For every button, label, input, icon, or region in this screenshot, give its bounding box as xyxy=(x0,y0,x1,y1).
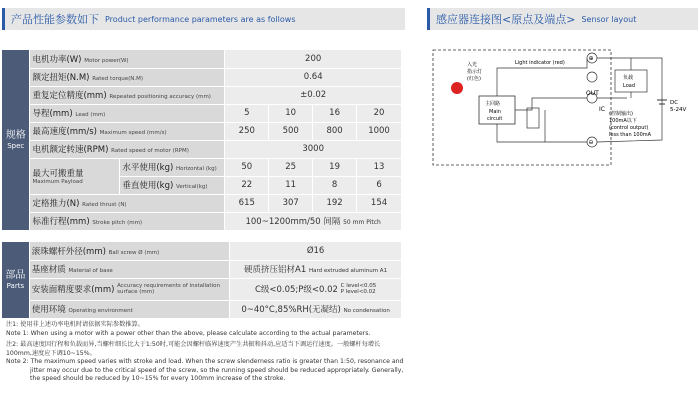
right-header-title-en: Sensor layout xyxy=(581,14,637,24)
table-row: 最高速度(mm/s) Maximum speed (mm/s) 250 500 800 1000 xyxy=(2,122,402,140)
minus-terminal-icon: ⊖ xyxy=(588,139,594,146)
svg-text:DC: DC xyxy=(670,100,679,106)
table-row: 使用环境 Operating environment 0~40°C,85%RH(无凝结) No condensation xyxy=(2,300,402,318)
svg-text:负载: 负载 xyxy=(623,75,634,81)
light-indicator-label: Light indicator (red) xyxy=(515,60,565,66)
sensor-wiring-diagram xyxy=(427,30,698,180)
svg-text:(红色): (红色) xyxy=(467,76,481,82)
svg-text:主回路: 主回路 xyxy=(485,101,501,107)
right-section-header xyxy=(427,8,698,30)
svg-text:(control output): (control output) xyxy=(609,125,649,131)
table-row: 基座材质 Material of base 硬质挤压铝材A1 Hard extruded aluminum A1 xyxy=(2,260,402,278)
plus-terminal-icon: ⊕ xyxy=(588,55,594,62)
ic-label: IC xyxy=(599,106,605,113)
spec-side-label: 规格 Spec xyxy=(2,50,30,230)
svg-text:指示灯: 指示灯 xyxy=(467,69,483,75)
svg-text:100mA以下: 100mA以下 xyxy=(609,118,637,124)
svg-text:(控制输出): (控制输出) xyxy=(609,111,633,117)
table-row: 规格 Spec 电机功率(W) Motor power(W) 200 xyxy=(2,50,402,68)
svg-text:入光: 入光 xyxy=(467,62,478,68)
table-row: 导程(mm) Lead (mm) 5 10 16 20 xyxy=(2,104,402,122)
parts-side-label: 部品 Parts xyxy=(2,242,29,318)
left-section-header xyxy=(2,8,405,30)
table-row: 最大可搬重量 Maximum Payload 水平使用(kg) Horizontal (kg) 50 25 19 13 xyxy=(2,158,402,176)
footnotes: 注1: 使用非上述功率电机时请依据实际参数推算。 Note 1: When using a motor with a power other than the above, please calculate according to the actual parameters. 注2: 最高速度因行程和负载而异,当螺杆细长比大于1:50时,可能会因螺杆临界速度产生共振和抖动,应适当下调运行速度。一般螺杆每增长100mm,速度应下调10~15%。 Note 2: The maximum speed varies with stroke and load. When the screw slenderness ratio is greater than 1:50, resonance and jitter may occur due to the critical speed of the screw, so the running speed should be reduced appropriately. Generally, the speed should be reduced by 10~15% for every 100mm increase of the stroke. xyxy=(6,321,404,382)
table-row: 额定扭矩(N.M) Rated torque(N.M) 0.64 xyxy=(2,68,402,86)
svg-text:Load: Load xyxy=(623,83,635,89)
parts-table xyxy=(2,242,402,319)
right-header-title: 感应器连接图<原点及端点> xyxy=(436,13,576,26)
svg-text:5-24V: 5-24V xyxy=(670,107,687,113)
table-row: 垂直使用(kg) Vertical(kg) 22 11 8 6 xyxy=(2,176,402,194)
left-header-title: 产品性能参数如下 xyxy=(11,13,99,26)
out-label: OUT xyxy=(586,90,599,97)
spec-table xyxy=(2,50,402,231)
svg-text:less than 100mA: less than 100mA xyxy=(609,132,652,138)
svg-text:Main: Main xyxy=(489,109,501,115)
table-row: 标准行程(mm) Stroke pitch (mm) 100~1200mm/50 间隔 50 mm Pitch xyxy=(2,212,402,230)
table-row: 定格推力(N) Rated thrust (N) 615 307 192 154 xyxy=(2,194,402,212)
table-row: 部品 Parts 滚珠螺杆外径(mm) Ball screw Ø (mm) Ø16 xyxy=(2,242,402,260)
left-header-title-en: Product performance parameters are as follows xyxy=(105,14,296,24)
table-row: 电机额定转速(RPM) Rated speed of motor (RPM) 3000 xyxy=(2,140,402,158)
table-row: 安装面精度要求(mm) Accuracy requirements of installation surface (mm) C级<0.05;P级<0.02 C level<0.05 P level<0.02 xyxy=(2,278,402,300)
table-row: 重复定位精度(mm) Repeated positioning accuracy (mm) ±0.02 xyxy=(2,86,402,104)
svg-text:circuit: circuit xyxy=(487,116,503,122)
red-indicator-icon xyxy=(451,82,463,94)
